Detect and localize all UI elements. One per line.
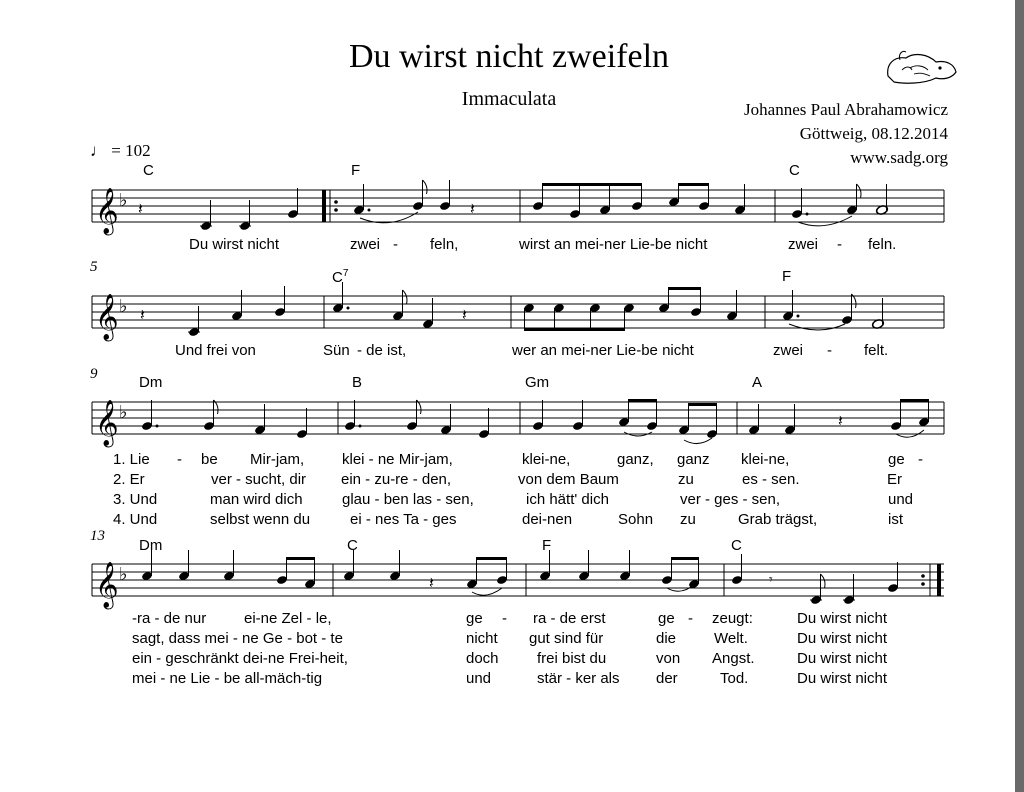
lyric-syllable: - xyxy=(688,610,693,627)
lyric-syllable: Er xyxy=(887,471,902,488)
lyric-syllable: Tod. xyxy=(720,670,749,687)
chord-symbol: F xyxy=(351,162,361,179)
treble-clef-icon: 𝄞 xyxy=(95,400,119,446)
measure-number: 13 xyxy=(90,528,105,544)
lyric-syllable: Du wirst nicht xyxy=(797,650,888,667)
website-text: www.sadg.org xyxy=(850,148,948,167)
chord-symbol: C xyxy=(143,162,154,179)
lyric-syllable: 2. Er xyxy=(113,471,145,488)
song-subtitle: Immaculata xyxy=(461,88,557,110)
lyric-syllable: ein - geschränkt dei-ne Frei-heit, xyxy=(132,650,348,667)
composition-place-date: Göttweig, 08.12.2014 xyxy=(799,124,948,143)
chord-symbol: C xyxy=(789,162,800,179)
lyric-syllable: ge xyxy=(658,610,675,627)
lyric-syllable: Grab trägst, xyxy=(738,511,818,528)
treble-clef-icon: 𝄞 xyxy=(95,562,119,608)
lyric-syllable: sagt, dass mei - ne Ge - bot - te xyxy=(132,630,343,647)
lyric-syllable: - xyxy=(177,451,182,468)
chord-symbol: Dm xyxy=(139,537,163,554)
lyric-syllable: - xyxy=(918,451,923,468)
lyric-syllable: zu xyxy=(680,511,696,528)
lyric-syllable: von dem Baum xyxy=(518,471,619,488)
lyric-syllable: man wird dich xyxy=(210,491,303,508)
flat-icon: ♭ xyxy=(119,402,128,423)
composer-block xyxy=(744,98,948,170)
chord-symbol: F xyxy=(782,268,792,285)
lyric-syllable: von xyxy=(656,650,681,667)
lyric-syllable: Du wirst nicht xyxy=(189,236,280,253)
lyric-syllable: ei - nes Ta - ges xyxy=(350,511,457,528)
flat-icon: ♭ xyxy=(119,190,128,211)
lyric-syllable: die xyxy=(656,630,677,647)
music-staff xyxy=(0,286,1024,346)
flat-icon: ♭ xyxy=(119,296,128,317)
svg-text:𝄽: 𝄽 xyxy=(470,199,475,218)
chord-symbol: $C^7$ xyxy=(332,268,349,286)
svg-text:𝄽: 𝄽 xyxy=(429,573,434,592)
lyric-syllable: dei-nen xyxy=(522,511,573,528)
lyric-syllable: feln. xyxy=(868,236,897,253)
svg-text:𝄾: 𝄾 xyxy=(769,572,773,588)
lyric-syllable: ei-ne Zel - le, xyxy=(244,610,332,627)
lyric-syllable: Du wirst nicht xyxy=(797,670,888,687)
lyric-syllable: ra - de erst xyxy=(533,610,606,627)
lyric-syllable: wer an mei-ner Lie-be nicht xyxy=(512,342,694,359)
lyric-syllable: ganz xyxy=(677,451,710,468)
lyric-syllable: 1. Lie xyxy=(113,451,150,468)
lyric-syllable: ver - sucht, dir xyxy=(211,471,307,488)
lyric-syllable: und xyxy=(466,670,492,687)
chord-symbol: Gm xyxy=(525,374,550,391)
lyric-syllable: Sün xyxy=(323,342,350,359)
lyric-syllable: ver - ges - sen, xyxy=(680,491,781,508)
lyric-syllable: ich hätt' dich xyxy=(526,491,609,508)
chord-symbol: C xyxy=(731,537,742,554)
lyric-syllable: ganz, xyxy=(617,451,654,468)
chord-symbol: A xyxy=(752,374,763,391)
lyric-syllable: ge xyxy=(888,451,905,468)
measure-number: 9 xyxy=(90,366,98,382)
lyric-syllable: Mir-jam, xyxy=(250,451,305,468)
lyric-syllable: zeugt: xyxy=(712,610,753,627)
lyric-syllable: klei-ne, xyxy=(522,451,571,468)
lyric-syllable: ein - zu-re - den, xyxy=(341,471,452,488)
lyric-syllable: doch xyxy=(466,650,499,667)
lyric-syllable: 3. Und xyxy=(113,491,158,508)
lyric-syllable: glau - ben las - sen, xyxy=(342,491,474,508)
lyric-syllable: zu xyxy=(678,471,694,488)
animal-logo-icon xyxy=(880,46,960,92)
lyric-syllable: ge xyxy=(466,610,483,627)
lyric-syllable: frei bist du xyxy=(537,650,607,667)
lyric-syllable: - xyxy=(502,610,507,627)
music-staff xyxy=(0,180,1024,240)
lyric-syllable: - xyxy=(827,342,832,359)
svg-text:𝄽: 𝄽 xyxy=(462,305,467,324)
lyric-syllable: wirst an mei-ner Lie-be nicht xyxy=(519,236,708,253)
lyric-syllable: -ra - de nur xyxy=(132,610,207,627)
composer-name: Johannes Paul Abrahamowicz xyxy=(744,100,948,119)
lyric-syllable: Du wirst nicht xyxy=(797,630,888,647)
music-staff xyxy=(0,554,1024,614)
tempo-marking: ♩ = 102 xyxy=(90,141,151,160)
lyric-syllable: Welt. xyxy=(714,630,748,647)
lyric-syllable: felt. xyxy=(864,342,889,359)
lyric-syllable: stär - ker als xyxy=(537,670,620,687)
lyric-syllable: zwei xyxy=(350,236,381,253)
lyric-syllable: es - sen. xyxy=(742,471,800,488)
lyric-syllable: - de ist, xyxy=(357,342,407,359)
svg-text:𝄽: 𝄽 xyxy=(140,305,145,324)
flat-icon: ♭ xyxy=(119,564,128,585)
lyric-syllable: nicht xyxy=(466,630,498,647)
treble-clef-icon: 𝄞 xyxy=(95,188,119,234)
lyric-syllable: be xyxy=(201,451,218,468)
song-title: Du wirst nicht zweifeln xyxy=(348,38,670,75)
lyric-syllable: zwei xyxy=(788,236,819,253)
svg-text:𝄽: 𝄽 xyxy=(838,411,843,430)
chord-symbol: B xyxy=(352,374,363,391)
svg-text:𝄽: 𝄽 xyxy=(138,199,143,218)
lyric-syllable: und xyxy=(888,491,914,508)
lyric-syllable: gut sind für xyxy=(529,630,604,647)
lyric-syllable: - xyxy=(393,236,398,253)
lyric-syllable: - xyxy=(837,236,842,253)
lyric-syllable: 4. Und xyxy=(113,511,158,528)
lyric-syllable: zwei xyxy=(773,342,804,359)
lyric-syllable: klei - ne Mir-jam, xyxy=(342,451,453,468)
chord-symbol: Dm xyxy=(139,374,163,391)
chord-symbol: C xyxy=(347,537,358,554)
lyric-syllable: Und frei von xyxy=(175,342,256,359)
lyric-syllable: Sohn xyxy=(618,511,654,528)
treble-clef-icon: 𝄞 xyxy=(95,294,119,340)
lyric-syllable: der xyxy=(656,670,678,687)
lyric-syllable: Du wirst nicht xyxy=(797,610,888,627)
lyric-syllable: Angst. xyxy=(712,650,755,667)
lyric-syllable: selbst wenn du xyxy=(210,511,311,528)
lyric-syllable: mei - ne Lie - be all-mäch-tig xyxy=(132,670,323,687)
chord-symbol: F xyxy=(542,537,552,554)
measure-number: 5 xyxy=(90,259,98,275)
music-staff xyxy=(0,392,1024,452)
lyric-syllable: feln, xyxy=(430,236,459,253)
lyric-syllable: klei-ne, xyxy=(741,451,790,468)
lyric-syllable: ist xyxy=(888,511,903,528)
